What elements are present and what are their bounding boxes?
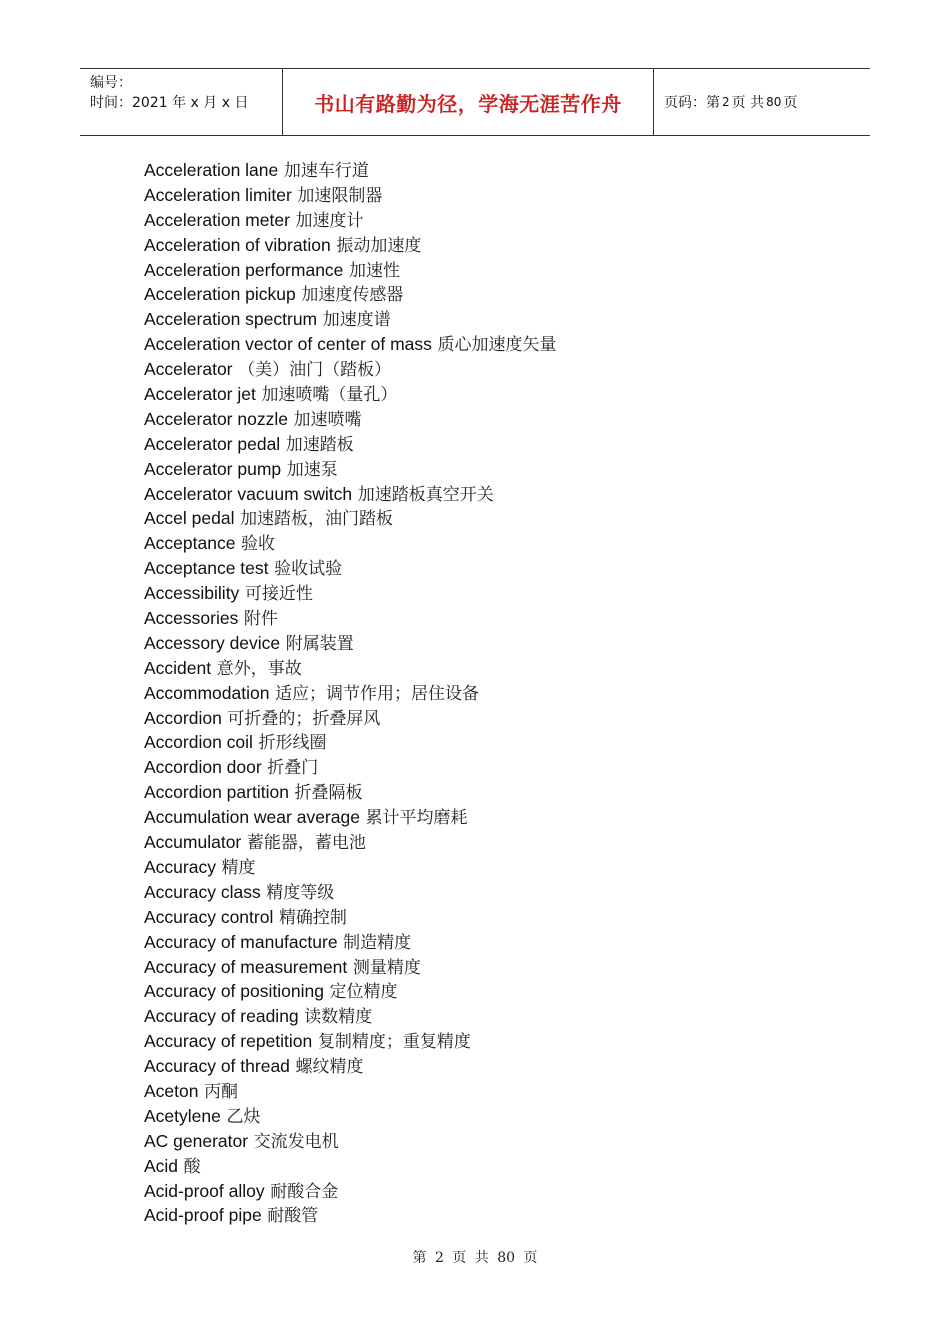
entry-term: Acceleration limiter xyxy=(144,184,292,205)
entry-translation: （美）油门（踏板） xyxy=(238,360,392,381)
glossary-entry xyxy=(144,1029,556,1054)
header-meta xyxy=(80,69,282,135)
entry-term: Accuracy of repetition xyxy=(144,1031,313,1052)
entry-translation: 螺纹精度 xyxy=(295,1057,364,1078)
entry-term: Accelerator pump xyxy=(144,458,282,479)
glossary-entry xyxy=(144,830,556,855)
page-footer: 第 2 页 共 80 页 xyxy=(412,1250,538,1266)
glossary-entry xyxy=(144,780,556,805)
glossary-entry xyxy=(144,681,556,706)
entry-term: Accelerator jet xyxy=(144,384,256,405)
entry-translation: 累计平均磨耗 xyxy=(365,808,468,829)
glossary-entry xyxy=(144,307,556,332)
entry-term: Accuracy class xyxy=(144,881,261,902)
entry-translation: 加速限制器 xyxy=(297,185,383,206)
page-suffix: 页 xyxy=(783,95,798,111)
entry-translation: 读数精度 xyxy=(304,1007,373,1028)
entry-translation: 加速度计 xyxy=(295,210,364,231)
glossary-entry xyxy=(144,482,556,507)
entry-term: Accordion partition xyxy=(144,782,289,803)
entry-term: Acceleration lane xyxy=(144,160,279,180)
entry-translation: 耐酸合金 xyxy=(270,1181,339,1202)
entry-term: Accessories xyxy=(144,608,239,629)
entry-translation: 复制精度；重复精度 xyxy=(317,1032,471,1053)
entry-translation: 酸 xyxy=(183,1156,201,1177)
entry-translation: 测量精度 xyxy=(352,957,421,978)
entry-translation: 丙酮 xyxy=(204,1081,239,1102)
entry-translation: 加速喷嘴（量孔） xyxy=(261,385,398,406)
page-middle: 页 共 xyxy=(731,95,765,111)
entry-translation: 蓄能器，蓄电池 xyxy=(246,833,366,854)
entry-translation: 加速踏板，油门踏板 xyxy=(240,509,394,530)
entry-term: Accident xyxy=(144,657,212,678)
entry-term: Accessory device xyxy=(144,632,281,653)
entry-translation: 折叠门 xyxy=(267,758,319,779)
entry-translation: 加速喷嘴 xyxy=(293,409,362,430)
entry-term: Accelerator vacuum switch xyxy=(144,483,353,504)
entry-term: Acceleration meter xyxy=(144,209,290,230)
header-motto-cell xyxy=(282,69,654,135)
glossary-entry xyxy=(144,357,556,382)
entry-term: Accelerator xyxy=(144,359,233,380)
entry-term: Accuracy of reading xyxy=(144,1006,299,1027)
glossary-list xyxy=(144,158,556,1228)
page-total: 80 xyxy=(766,95,782,109)
entry-translation: 适应；调节作用；居住设备 xyxy=(275,683,480,704)
entry-term: Accuracy of manufacture xyxy=(144,931,338,952)
entry-translation: 制造精度 xyxy=(343,932,412,953)
entry-term: Accordion door xyxy=(144,757,262,778)
entry-translation: 意外，事故 xyxy=(216,658,302,679)
entry-translation: 可折叠的；折叠屏风 xyxy=(227,708,381,729)
entry-translation: 质心加速度矢量 xyxy=(437,335,557,356)
entry-term: Accuracy of thread xyxy=(144,1056,290,1077)
entry-translation: 附件 xyxy=(243,609,278,630)
entry-translation: 加速车行道 xyxy=(283,161,369,181)
entry-term: Accordion coil xyxy=(144,732,253,753)
glossary-entry xyxy=(144,656,556,681)
entry-term: Acceleration pickup xyxy=(144,284,296,305)
glossary-entry xyxy=(144,581,556,606)
entry-term: Accuracy of positioning xyxy=(144,981,324,1002)
glossary-entry xyxy=(144,432,556,457)
header-page-info xyxy=(654,69,870,135)
entry-translation: 定位精度 xyxy=(329,982,398,1003)
entry-term: Accessibility xyxy=(144,583,240,604)
glossary-entry xyxy=(144,457,556,482)
glossary-entry xyxy=(144,233,556,258)
glossary-entry xyxy=(144,880,556,905)
entry-translation: 折形线圈 xyxy=(258,733,327,754)
glossary-entry xyxy=(144,158,556,183)
entry-term: Acceleration spectrum xyxy=(144,309,318,330)
glossary-entry xyxy=(144,930,556,955)
entry-term: Acceptance xyxy=(144,533,236,554)
page-current: 2 xyxy=(722,95,730,109)
page-prefix: 页码：第 xyxy=(664,95,720,111)
entry-translation: 加速泵 xyxy=(286,459,338,480)
glossary-entry xyxy=(144,1004,556,1029)
glossary-entry xyxy=(144,282,556,307)
entry-translation: 验收试验 xyxy=(274,559,343,580)
glossary-entry xyxy=(144,979,556,1004)
glossary-entry xyxy=(144,1079,556,1104)
entry-translation: 交流发电机 xyxy=(253,1131,339,1152)
glossary-entry xyxy=(144,208,556,233)
glossary-entry xyxy=(144,755,556,780)
entry-term: Accumulator xyxy=(144,832,242,853)
glossary-entry xyxy=(144,1104,556,1129)
entry-term: Acceleration vector of center of mass xyxy=(144,334,432,355)
glossary-entry xyxy=(144,382,556,407)
glossary-entry xyxy=(144,730,556,755)
motto-text: 书山有路勤为径，学海无涯苦作舟 xyxy=(314,91,622,116)
glossary-entry xyxy=(144,1129,556,1154)
glossary-entry xyxy=(144,556,556,581)
entry-term: Accuracy of measurement xyxy=(144,956,348,977)
entry-translation: 折叠隔板 xyxy=(294,783,363,804)
entry-term: Acceleration performance xyxy=(144,259,344,280)
glossary-entry xyxy=(144,1054,556,1079)
glossary-entry xyxy=(144,905,556,930)
entry-translation: 精度等级 xyxy=(266,882,335,903)
entry-translation: 精度 xyxy=(221,857,256,878)
entry-translation: 乙炔 xyxy=(226,1106,261,1127)
entry-translation: 验收 xyxy=(241,534,276,555)
glossary-entry xyxy=(144,706,556,731)
glossary-entry xyxy=(144,805,556,830)
page-header xyxy=(80,68,870,136)
entry-translation: 可接近性 xyxy=(244,584,313,605)
entry-term: Aceton xyxy=(144,1080,199,1101)
id-label: 编号： xyxy=(90,75,132,91)
glossary-entry xyxy=(144,332,556,357)
glossary-entry xyxy=(144,531,556,556)
glossary-entry xyxy=(144,183,556,208)
entry-term: Accel pedal xyxy=(144,508,235,529)
time-label: 时间：2021 年 x 月 x 日 xyxy=(90,95,249,111)
entry-translation: 加速性 xyxy=(348,260,400,281)
glossary-entry xyxy=(144,955,556,980)
entry-translation: 加速度谱 xyxy=(322,310,391,331)
glossary-entry xyxy=(144,1179,556,1204)
entry-translation: 振动加速度 xyxy=(336,235,422,256)
glossary-entry xyxy=(144,258,556,283)
entry-translation: 加速度传感器 xyxy=(301,285,404,306)
glossary-entry xyxy=(144,1154,556,1179)
entry-translation: 精确控制 xyxy=(278,907,347,928)
entry-term: Acid-proof alloy xyxy=(144,1180,265,1201)
entry-term: Accelerator pedal xyxy=(144,433,281,454)
entry-translation: 附属装置 xyxy=(285,633,354,654)
entry-translation: 耐酸管 xyxy=(267,1206,319,1227)
entry-term: Accelerator nozzle xyxy=(144,408,288,429)
entry-term: Acid-proof pipe xyxy=(144,1205,262,1226)
glossary-entry xyxy=(144,631,556,656)
entry-term: Acceptance test xyxy=(144,558,269,579)
entry-translation: 加速踏板真空开关 xyxy=(357,484,494,505)
entry-term: Accuracy control xyxy=(144,906,274,927)
entry-term: AC generator xyxy=(144,1130,249,1151)
entry-term: Acid xyxy=(144,1155,179,1176)
glossary-entry xyxy=(144,606,556,631)
entry-term: Acceleration of vibration xyxy=(144,234,331,255)
entry-term: Accordion xyxy=(144,707,222,728)
glossary-entry xyxy=(144,855,556,880)
entry-term: Accuracy xyxy=(144,856,216,877)
entry-translation: 加速踏板 xyxy=(285,434,354,455)
glossary-entry xyxy=(144,407,556,432)
glossary-entry xyxy=(144,1203,556,1228)
entry-term: Accommodation xyxy=(144,682,270,703)
entry-term: Accumulation wear average xyxy=(144,807,360,828)
glossary-entry xyxy=(144,506,556,531)
entry-term: Acetylene xyxy=(144,1105,221,1126)
